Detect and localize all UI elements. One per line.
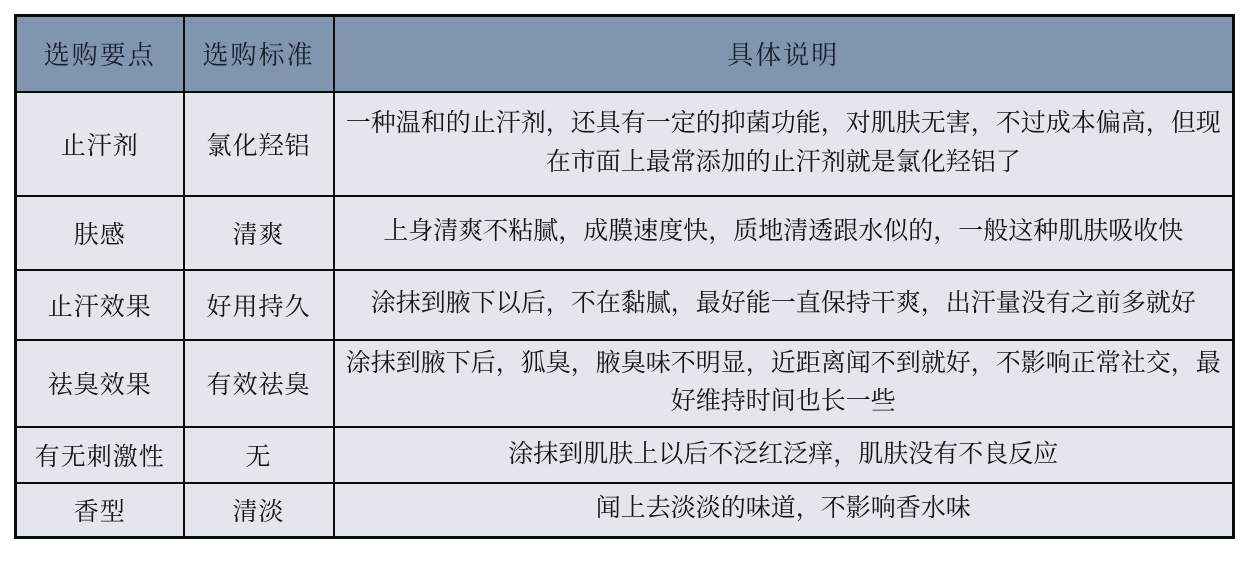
cell-standard: 氯化羟铝 xyxy=(184,92,334,196)
cell-point: 肤感 xyxy=(16,196,184,270)
cell-point: 止汗剂 xyxy=(16,92,184,196)
header-point: 选购要点 xyxy=(16,16,184,92)
purchase-guide-table xyxy=(14,14,1235,539)
table-header-row xyxy=(16,16,1234,92)
cell-standard: 无 xyxy=(184,427,334,483)
cell-standard: 清淡 xyxy=(184,483,334,537)
table-row xyxy=(16,92,1234,196)
cell-point: 香型 xyxy=(16,483,184,537)
header-description: 具体说明 xyxy=(334,16,1234,92)
cell-description: 闻上去淡淡的味道，不影响香水味 xyxy=(334,483,1234,537)
cell-standard: 清爽 xyxy=(184,196,334,270)
table-row xyxy=(16,483,1234,537)
cell-description: 上身清爽不粘腻，成膜速度快，质地清透跟水似的，一般这种肌肤吸收快 xyxy=(334,196,1234,270)
cell-description: 涂抹到腋下以后，不在黏腻，最好能一直保持干爽，出汗量没有之前多就好 xyxy=(334,270,1234,340)
cell-point: 止汗效果 xyxy=(16,270,184,340)
cell-standard: 好用持久 xyxy=(184,270,334,340)
cell-standard: 有效祛臭 xyxy=(184,340,334,428)
table-row xyxy=(16,340,1234,428)
cell-description: 一种温和的止汗剂，还具有一定的抑菌功能，对肌肤无害，不过成本偏高，但现在市面上最常添加的止汗剂就是氯化羟铝了 xyxy=(334,92,1234,196)
cell-description: 涂抹到腋下后，狐臭，腋臭味不明显，近距离闻不到就好，不影响正常社交，最好维持时间也长一些 xyxy=(334,340,1234,428)
table-row xyxy=(16,196,1234,270)
table-row xyxy=(16,270,1234,340)
cell-description: 涂抹到肌肤上以后不泛红泛痒，肌肤没有不良反应 xyxy=(334,427,1234,483)
header-standard: 选购标准 xyxy=(184,16,334,92)
cell-point: 祛臭效果 xyxy=(16,340,184,428)
table-row xyxy=(16,427,1234,483)
cell-point: 有无刺激性 xyxy=(16,427,184,483)
